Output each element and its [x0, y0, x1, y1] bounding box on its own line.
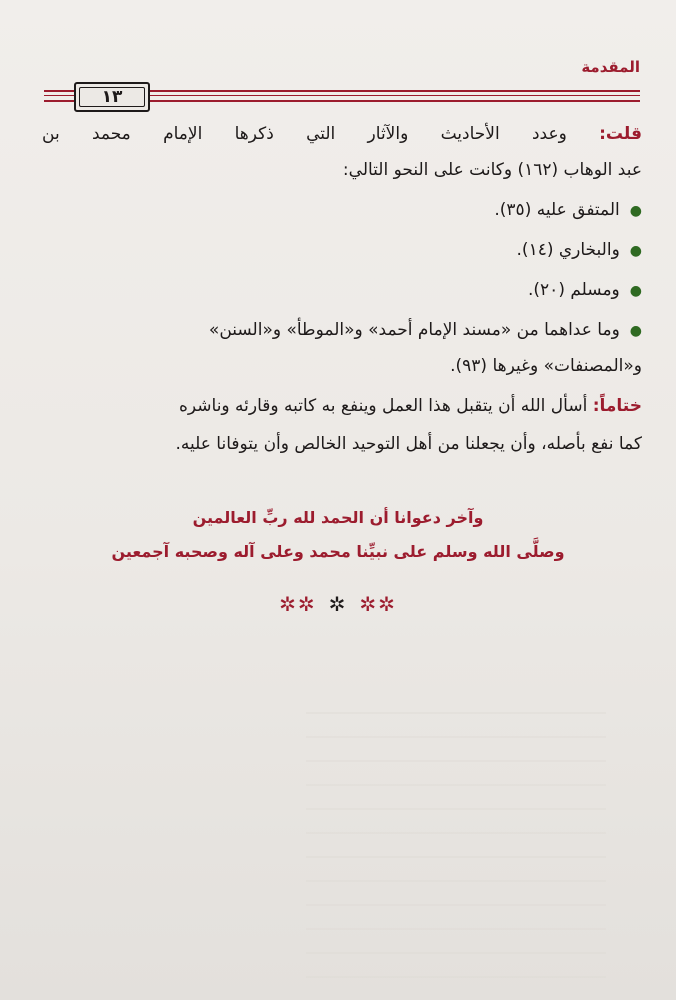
paragraph-2-lead: ختاماً: — [592, 396, 642, 416]
bullet-text: المتفق عليه (٣٥). — [494, 200, 620, 220]
ornament-middle-icon: ✲ — [328, 592, 348, 616]
bullet-text: وما عداهما من «مسند الإمام أحمد» و«الموطأ» و«السنن» — [208, 320, 620, 340]
bullet-item — [42, 320, 642, 340]
running-head: المقدمة — [581, 58, 640, 76]
section-end-ornament — [0, 592, 676, 616]
paragraph-2-line-2-text: كما نفع بأصله، وأن يجعلنا من أهل التوحيد الخالص وأن يتوفانا عليه. — [175, 434, 642, 454]
paragraph-1-line-2 — [42, 160, 642, 180]
bullet-text: ومسلم (٢٠). — [528, 280, 620, 300]
paragraph-2-line-2 — [42, 434, 642, 454]
paragraph-1-lead: قلت: — [599, 124, 642, 144]
bullet-text: والبخاري (١٤). — [516, 240, 620, 260]
paragraph-1-line-1-text: وعدد الأحاديث والآثار التي ذكرها الإمام محمد بن — [42, 124, 567, 144]
bullet-dot-icon: ● — [629, 203, 642, 219]
closing-line-1: وآخر دعوانا أن الحمد لله ربِّ العالمين — [192, 508, 484, 527]
bullet-continuation — [42, 356, 642, 376]
page-number: ١٣ — [101, 87, 123, 107]
paragraph-2-line-1 — [42, 396, 642, 416]
ornament-left-icon: ✲✲ — [279, 592, 317, 616]
paragraph-1-line-1 — [42, 124, 642, 144]
closing-line-2: وصلَّى الله وسلم على نبيِّنا محمد وعلى آله وصحبه آجمعين — [111, 542, 565, 561]
bullet-dot-icon: ● — [629, 283, 642, 299]
header-rule — [44, 86, 640, 108]
ornament-right-icon: ✲✲ — [359, 592, 397, 616]
bullet-dot-icon: ● — [629, 243, 642, 259]
bullet-item — [42, 240, 642, 260]
paragraph-1-line-2-text: عبد الوهاب (١٦٢) وكانت على النحو التالي: — [342, 160, 642, 180]
paragraph-2-line-1-text: أسأل الله أن يتقبل هذا العمل وينفع به كاتبه وقارئه وناشره — [178, 396, 588, 416]
bullet-dot-icon: ● — [629, 323, 642, 339]
bullet-item — [42, 280, 642, 300]
page-number-frame — [74, 82, 150, 112]
bullet-continuation-text: و«المصنفات» وغيرها (٩٣). — [450, 356, 642, 376]
show-through-texture — [306, 690, 606, 990]
bullet-item — [42, 200, 642, 220]
